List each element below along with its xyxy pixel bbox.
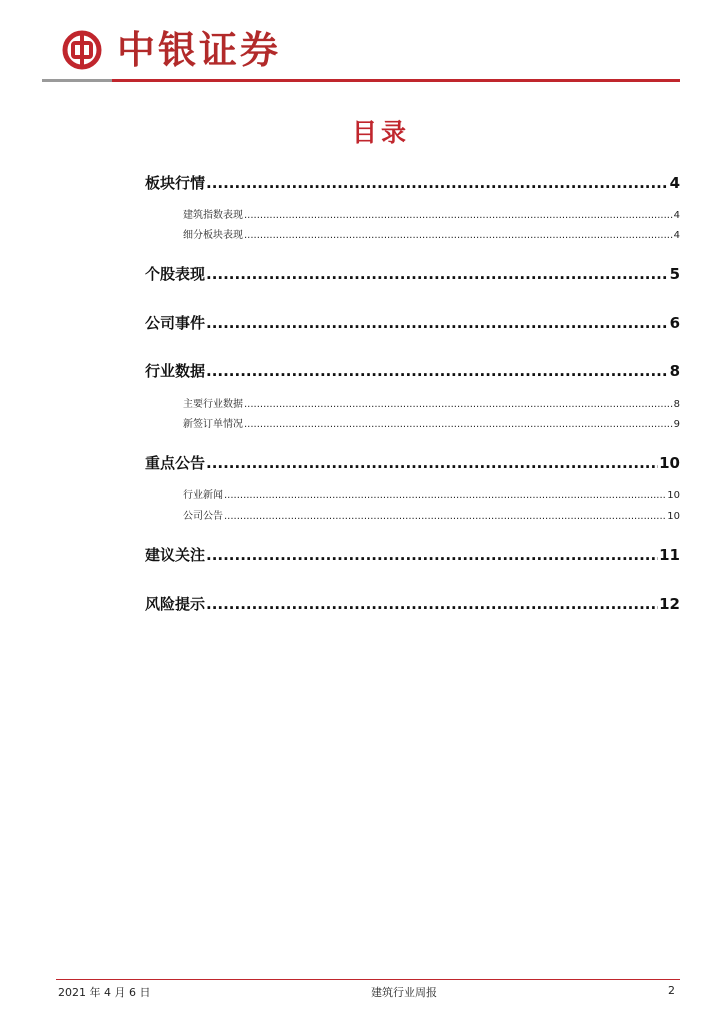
toc-entry-key-announcements[interactable] xyxy=(145,453,680,473)
bank-of-china-logo-icon xyxy=(62,30,102,70)
footer-doc-title: 建筑行业周报 xyxy=(371,986,437,999)
toc-dot-leader xyxy=(206,545,658,565)
toc-entry-page: 4 xyxy=(673,230,680,241)
toc-entry-label: 风险提示 xyxy=(145,595,206,613)
toc-dot-leader xyxy=(244,209,673,223)
toc-entry-risk-warning[interactable] xyxy=(145,594,680,614)
toc-dot-leader xyxy=(244,398,673,412)
header-rule-gray xyxy=(42,79,112,82)
toc-entry-label: 行业数据 xyxy=(145,362,206,380)
toc-entry-page: 10 xyxy=(667,490,680,501)
toc-dot-leader xyxy=(206,173,669,193)
toc-dot-leader xyxy=(206,594,658,614)
toc-entry-company-announcements[interactable] xyxy=(183,510,680,524)
toc-entry-stock-performance[interactable] xyxy=(145,264,680,284)
toc-entry-label: 公司事件 xyxy=(145,314,206,332)
toc-entry-label: 公司公告 xyxy=(183,511,223,522)
toc-entry-sector-market[interactable] xyxy=(145,173,680,193)
toc-entry-label: 主要行业数据 xyxy=(183,399,243,410)
toc-entry-label: 细分板块表现 xyxy=(183,230,243,241)
toc-entry-page: 5 xyxy=(669,265,680,283)
toc-entry-page: 8 xyxy=(669,362,680,380)
toc-entry-main-industry-data[interactable] xyxy=(183,398,680,412)
header-rule-red xyxy=(112,79,680,82)
toc-entry-new-orders[interactable] xyxy=(183,418,680,432)
toc-entry-label: 建议关注 xyxy=(145,546,206,564)
toc-entry-page: 6 xyxy=(669,314,680,332)
brand-name: 中银证券 xyxy=(117,27,282,72)
footer-page-number: 2 xyxy=(668,984,675,997)
toc-entry-page: 11 xyxy=(659,546,680,564)
toc-dot-leader xyxy=(206,264,669,284)
toc-entry-recommendations[interactable] xyxy=(145,545,680,565)
toc-entry-page: 9 xyxy=(673,419,680,430)
toc-dot-leader xyxy=(244,229,673,243)
toc-entry-label: 新签订单情况 xyxy=(183,419,243,430)
toc-entry-subsector-performance[interactable] xyxy=(183,229,680,243)
toc-dot-leader xyxy=(224,489,666,503)
toc-entry-index-performance[interactable] xyxy=(183,209,680,223)
toc-entry-page: 10 xyxy=(667,511,680,522)
footer-date: 2021 年 4 月 6 日 xyxy=(58,986,151,999)
page-header xyxy=(0,0,724,90)
toc-entry-industry-data[interactable] xyxy=(145,361,680,381)
toc-dot-leader xyxy=(206,453,658,473)
toc-dot-leader xyxy=(206,361,669,381)
toc-entry-label: 建筑指数表现 xyxy=(183,210,243,221)
toc-entry-page: 4 xyxy=(669,174,680,192)
toc-entry-label: 行业新闻 xyxy=(183,490,223,501)
toc-entry-label: 重点公告 xyxy=(145,454,206,472)
toc-dot-leader xyxy=(244,418,673,432)
toc-dot-leader xyxy=(224,510,666,524)
toc-entry-page: 4 xyxy=(673,210,680,221)
toc-entry-page: 10 xyxy=(659,454,680,472)
toc-entry-industry-news[interactable] xyxy=(183,489,680,503)
toc-title: 目录 xyxy=(351,118,410,147)
toc-entry-company-events[interactable] xyxy=(145,313,680,333)
toc-entry-label: 板块行情 xyxy=(145,174,206,192)
toc-entry-label: 个股表现 xyxy=(145,265,206,283)
toc-entry-page: 12 xyxy=(659,595,680,613)
toc-entry-page: 8 xyxy=(673,399,680,410)
toc-dot-leader xyxy=(206,313,669,333)
footer-rule xyxy=(56,979,680,980)
